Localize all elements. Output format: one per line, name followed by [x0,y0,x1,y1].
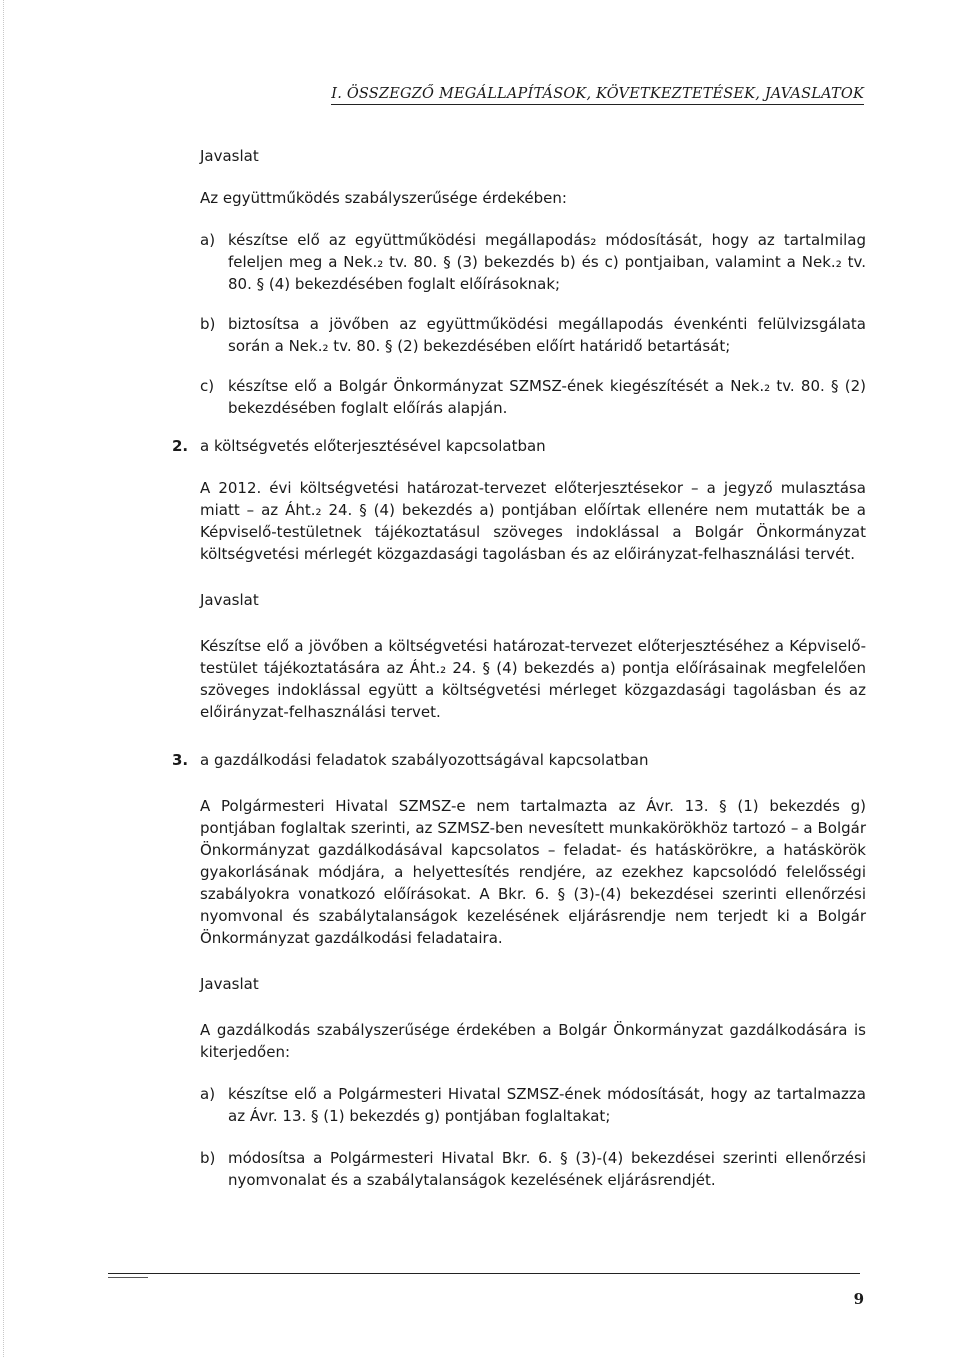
section-title: a gazdálkodási feladatok szabályozottságával kapcsolatban [200,751,649,769]
list-item [200,313,866,357]
list-marker: a) [200,1085,216,1103]
intro-paragraph: Az együttműködés szabályszerűsége érdekében: [200,189,567,207]
section-heading [172,435,866,457]
list-marker: b) [200,1149,216,1167]
recommendation-label: Javaslat [200,147,259,165]
running-header: I. ÖSSZEGZŐ MEGÁLLAPÍTÁSOK, KÖVETKEZTETÉSEK, JAVASLATOK [331,86,864,105]
section-number: 3. [172,751,189,769]
list-text: készítse elő a Polgármesteri Hivatal SZMSZ-ének módosítását, hogy az tartalmazza az Ávr. 13. § (1) bekezdés g) pontjában foglaltakat; [228,1085,866,1125]
finding-paragraph: A Polgármesteri Hivatal SZMSZ-e nem tartalmazta az Ávr. 13. § (1) bekezdés g) pontjában foglaltak szerinti, az SZMSZ-ben nevesített munkakörökhöz tartozó – a Bolgár Önkormányzat gazdálkodásával kapcsolatos – feladat- és hatáskörökre, a hatáskörök gyakorlásának módjára, a helyettesítés rendjére, az ezekhez kapcsolódó felelősségi szabályokra vonatkozó előírásokat. A Bkr. 6. § (3)-(4) bekezdései szerinti ellenőrzési nyomvonal és szabálytalanságok kezelésének eljárásrendje nem terjedt ki a Bolgár Önkormányzat gazdálkodási feladataira. [200,797,866,947]
page-number: 9 [853,1290,864,1308]
section-heading [172,749,866,771]
document-body [172,145,866,1191]
recommendation-paragraph: Készítse elő a jövőben a költségvetési határozat-tervezet előterjesztéséhez a Képviselő-testület tájékoztatására az Áht.₂ 24. § (4) bekezdés a) pontja előírásainak megfelelően szöveges indoklással együtt a költségvetési mérleget közgazdasági tagolásban és az előirányzat-felhasználási tervet. [200,637,866,721]
list-item [200,1083,866,1127]
list-text: készítse elő az együttműködési megállapodás₂ módosítását, hogy az tartalmilag feleljen meg a Nek.₂ tv. 80. § (3) bekezdés b) és c) pontjaiban, valamint a Nek.₂ tv. 80. § (4) bekezdésében foglalt előírásoknak; [228,231,866,293]
list-text: készítse elő a Bolgár Önkormányzat SZMSZ-ének kiegészítését a Nek.₂ tv. 80. § (2) bekezdésében foglalt előírás alapján. [228,377,866,417]
list-item [200,1147,866,1191]
list-text: módosítsa a Polgármesteri Hivatal Bkr. 6. § (3)-(4) bekezdései szerinti ellenőrzési nyomvonalat és a szabálytalanságok kezelésének eljárásrendjét. [228,1149,866,1189]
recommendation-label: Javaslat [200,591,259,609]
page-edge [3,0,4,1357]
section-title: a költségvetés előterjesztésével kapcsolatban [200,437,546,455]
footer-rule-short [108,1277,148,1278]
finding-paragraph: A 2012. évi költségvetési határozat-tervezet előterjesztésekor – a jegyző mulasztása miatt – az Áht.₂ 24. § (4) bekezdés a) pontjában előírtak ellenére nem mutatták be a Képviselő-testületnek tájékoztatásul szöveges indoklással a Bolgár Önkormányzat költségvetési mérlegét közgazdasági tagolásban és az előirányzat-felhasználási tervét. [200,479,866,563]
list-text: biztosítsa a jövőben az együttműködési megállapodás évenkénti felülvizsgálata során a Nek.₂ tv. 80. § (2) bekezdésében előírt határidő betartását; [228,315,866,355]
list-marker: b) [200,315,216,333]
list-item [200,229,866,295]
footer-rule [108,1273,860,1274]
recommendation-label: Javaslat [200,975,259,993]
list-item [200,375,866,419]
list-marker: c) [200,377,215,395]
intro-paragraph: A gazdálkodás szabályszerűsége érdekében a Bolgár Önkormányzat gazdálkodására is kiterjedően: [200,1021,866,1061]
list-marker: a) [200,231,216,249]
section-number: 2. [172,437,189,455]
